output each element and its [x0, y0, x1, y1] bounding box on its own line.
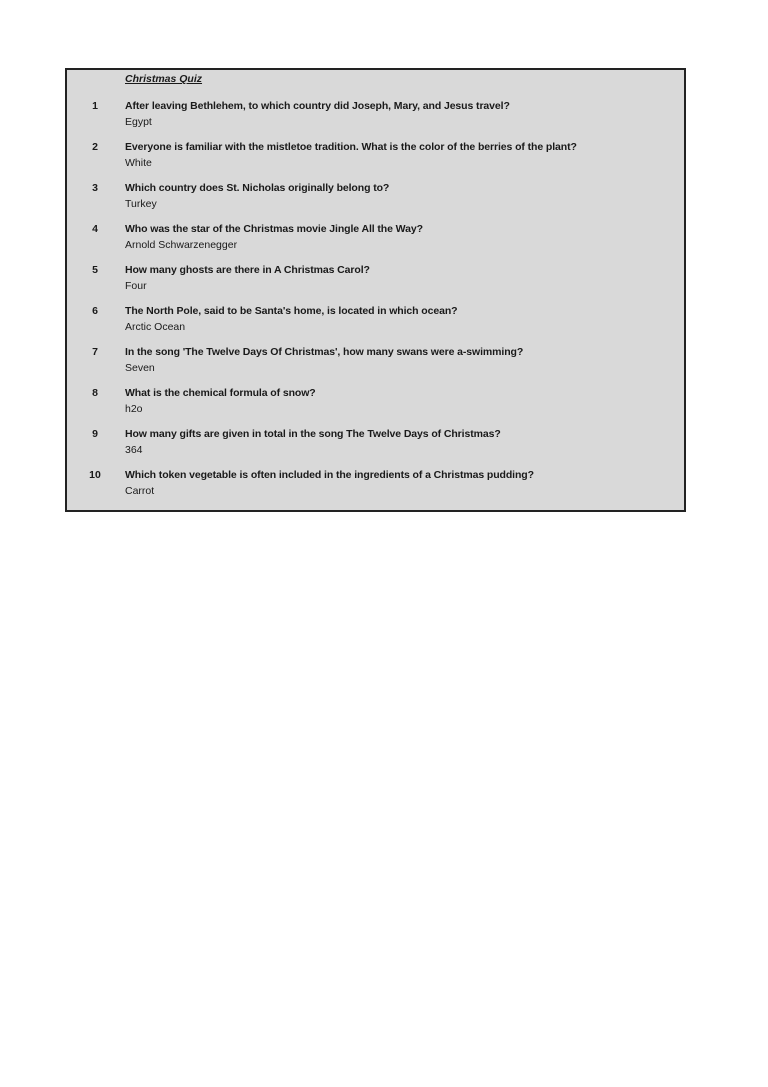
question-number: 4 [92, 223, 98, 235]
answer-text: Egypt [125, 116, 152, 128]
quiz-item [67, 264, 684, 300]
answer-text: 364 [125, 444, 143, 456]
answer-text: Four [125, 280, 147, 292]
answer-text: Arctic Ocean [125, 321, 186, 333]
quiz-item [67, 182, 684, 218]
question-number: 9 [92, 428, 98, 440]
answer-text: Seven [125, 362, 155, 374]
question-text: How many ghosts are there in A Christmas Carol? [125, 264, 370, 276]
question-text: What is the chemical formula of snow? [125, 387, 316, 399]
question-text: After leaving Bethlehem, to which country did Joseph, Mary, and Jesus travel? [125, 100, 510, 112]
question-text: In the song 'The Twelve Days Of Christmas', how many swans were a-swimming? [125, 346, 524, 358]
quiz-item [67, 305, 684, 341]
quiz-item [67, 346, 684, 382]
answer-text: White [125, 157, 152, 169]
quiz-title: Christmas Quiz [125, 73, 203, 85]
question-number: 3 [92, 182, 98, 194]
quiz-item [67, 469, 684, 505]
quiz-item [67, 223, 684, 259]
question-text: The North Pole, said to be Santa's home, is located in which ocean? [125, 305, 458, 317]
question-number: 2 [92, 141, 98, 153]
question-number: 5 [92, 264, 98, 276]
question-number: 6 [92, 305, 98, 317]
quiz-item [67, 387, 684, 423]
answer-text: Arnold Schwarzenegger [125, 239, 238, 251]
answer-text: Carrot [125, 485, 155, 497]
question-text: Everyone is familiar with the mistletoe tradition. What is the color of the berries of the plant? [125, 141, 577, 153]
question-number: 1 [92, 100, 98, 112]
question-number: 7 [92, 346, 98, 358]
quiz-item [67, 428, 684, 464]
quiz-box [65, 68, 686, 512]
quiz-item [67, 100, 684, 136]
question-text: Which country does St. Nicholas originally belong to? [125, 182, 390, 194]
quiz-item [67, 141, 684, 177]
question-number: 8 [92, 387, 98, 399]
question-number: 10 [89, 469, 101, 481]
answer-text: h2o [125, 403, 143, 415]
question-text: Which token vegetable is often included in the ingredients of a Christmas pudding? [125, 469, 534, 481]
answer-text: Turkey [125, 198, 157, 210]
question-text: How many gifts are given in total in the song The Twelve Days of Christmas? [125, 428, 501, 440]
question-text: Who was the star of the Christmas movie Jingle All the Way? [125, 223, 423, 235]
